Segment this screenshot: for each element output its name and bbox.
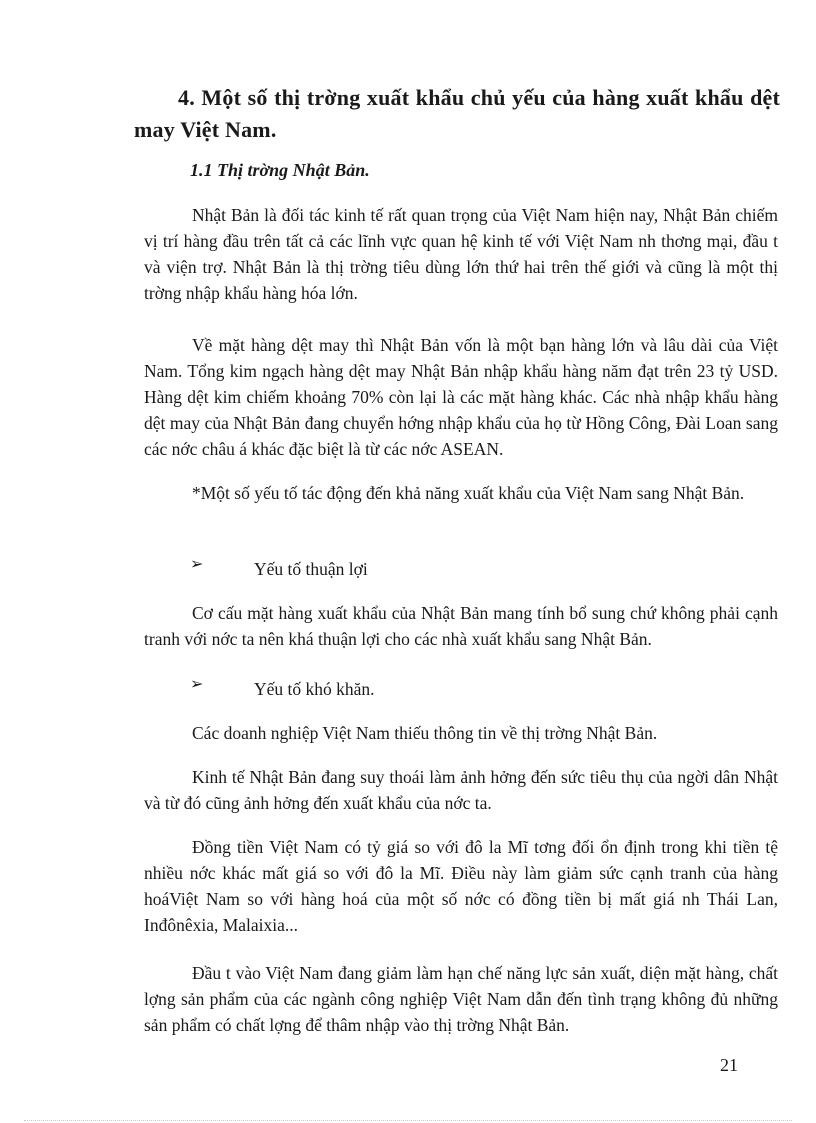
paragraph-textile-imports: Về mặt hàng dệt may thì Nhật Bản vốn là một bạn hàng lớn và lâu dài của Việt Nam. Tổng kim ngạch hàng dệt may Nhật Bản nhập khẩu hàng năm đạt trên 23 tỷ USD. Hàng dệt kim chiếm khoảng 70% còn lại là các mặt hàng khác. Các nhà nhập khẩu hàng dệt may của Nhật Bản đang chuyển hớng nhập khẩu của họ từ Hồng Công, Đài Loan sang các nớc châu á khác đặc biệt là từ các nớc ASEAN. — [144, 335, 778, 459]
arrow-bullet-icon: ➢ — [190, 676, 204, 693]
paragraph-advantage: Cơ cấu mặt hàng xuất khẩu của Nhật Bản mang tính bổ sung chứ không phải cạnh tranh với nớc ta nên khá thuận lợi cho các nhà xuất khẩu sang Nhật Bản. — [144, 603, 778, 649]
paragraph-factors-intro: *Một số yếu tố tác động đến khả năng xuất khẩu của Việt Nam sang Nhật Bản. — [192, 483, 745, 503]
paragraph-recession: Kinh tế Nhật Bản đang suy thoái làm ảnh hởng đến sức tiêu thụ của ngời dân Nhật và từ đó cũng ảnh hởng đến xuất khẩu của nớc ta. — [144, 767, 778, 813]
section-heading: 4. Một số thị trờng xuất khẩu chủ yếu của hàng xuất khẩu dệt may Việt Nam. — [134, 85, 780, 142]
arrow-bullet-icon: ➢ — [190, 556, 204, 573]
bullet-difficulty-label: Yếu tố khó khăn. — [254, 679, 375, 699]
paragraph-exchange-rate: Đồng tiền Việt Nam có tỷ giá so với đô la Mĩ tơng đối ổn định trong khi tiền tệ nhiều nớc khác mất giá so với đô la Mĩ. Điều này làm giảm sức cạnh tranh của hàng hoáViệt Nam so với hàng hoá của một số nớc có đồng tiền bị mất giá nh Thái Lan, Inđônêxia, Malaixia... — [144, 837, 778, 935]
footer-divider — [24, 1120, 792, 1121]
paragraph-investment: Đầu t vào Việt Nam đang giảm làm hạn chế năng lực sản xuất, diện mặt hàng, chất lợng sản phẩm của các ngành công nghiệp Việt Nam dẫn đến tình trạng không đủ những sản phẩm có chất lợng để thâm nhập vào thị trờng Nhật Bản. — [144, 963, 778, 1035]
paragraph-lack-information: Các doanh nghiệp Việt Nam thiếu thông tin về thị trờng Nhật Bản. — [192, 723, 658, 743]
page-number: 21 — [720, 1055, 738, 1075]
bullet-advantage-label: Yếu tố thuận lợi — [254, 559, 368, 579]
subsection-heading: 1.1 Thị trờng Nhật Bản. — [190, 160, 370, 180]
paragraph-japan-partner: Nhật Bản là đối tác kinh tế rất quan trọng của Việt Nam hiện nay, Nhật Bản chiếm vị trí hàng đầu trên tất cả các lĩnh vực quan hệ kinh tế với Việt Nam nh thơng mại, đầu t và viện trợ. Nhật Bản là thị trờng tiêu dùng lớn thứ hai trên thế giới và cũng là một thị trờng nhập khẩu hàng hóa lớn. — [144, 205, 778, 303]
